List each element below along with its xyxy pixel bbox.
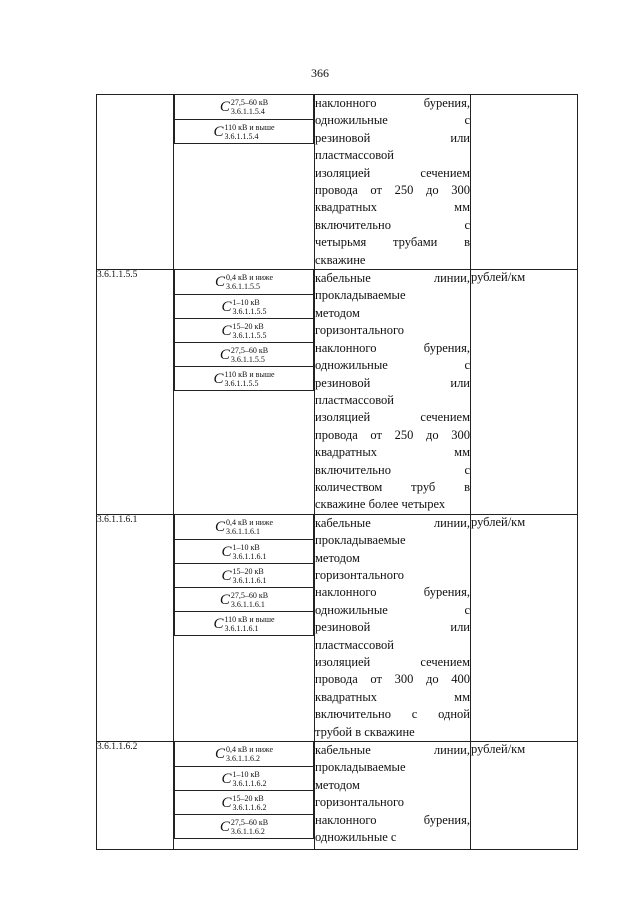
page-number: 366 [311, 66, 329, 80]
item-code: 3.6.1.1.5.5 [97, 270, 174, 515]
description-line: методом [315, 777, 360, 792]
formula-superscript: 1–10 кВ [232, 770, 260, 780]
formula-superscript: 27,5–60 кВ [230, 98, 269, 108]
description-line: трубой в скважине [315, 724, 415, 739]
formula-symbol [174, 294, 314, 319]
formula-subscript: 3.6.1.1.6.1 [232, 552, 267, 562]
formula-letter: C [219, 99, 230, 115]
formula-letter: C [214, 274, 225, 291]
description-line: одножильные с [315, 602, 470, 617]
formula-symbol [174, 742, 314, 767]
description-line: пластмассовой [315, 148, 394, 163]
description-line: количеством труб в [315, 479, 470, 494]
formula-superscript: 0,4 кВ и ниже [225, 273, 274, 283]
unit-cell: рублей/км [471, 514, 578, 741]
formula-letter: C [219, 591, 230, 608]
description-line: наклонного бурения, [315, 812, 470, 827]
formula-symbol [174, 766, 314, 791]
formula-subscript: 3.6.1.1.5.5 [230, 355, 265, 365]
formula-letter: C [221, 543, 232, 560]
formula-subscript: 3.6.1.1.5.4 [224, 132, 259, 142]
description-line: провода от 300 до 400 [315, 672, 470, 687]
description-line: провода от 250 до 300 [315, 183, 470, 198]
formula-subscript: 3.6.1.1.6.2 [232, 779, 267, 789]
formula-superscript: 110 кВ и выше [224, 123, 275, 133]
description-cell [315, 95, 471, 270]
rates-table [96, 94, 578, 850]
item-code: 3.6.1.1.6.1 [97, 514, 174, 741]
formula-subscript: 3.6.1.1.5.5 [224, 379, 259, 389]
formula-symbol [174, 95, 314, 120]
formula-symbol [174, 539, 314, 564]
formula-superscript: 27,5–60 кВ [230, 346, 269, 356]
description-line: кабельные линии, [315, 515, 470, 530]
formula-letter: C [221, 771, 232, 788]
description-line: квадратных мм [315, 200, 470, 215]
formula-subscript: 3.6.1.1.6.1 [224, 624, 259, 634]
formula-superscript: 15–20 кВ [232, 567, 264, 577]
formula-subscript: 3.6.1.1.5.5 [232, 331, 267, 341]
formula-subscript: 3.6.1.1.5.4 [230, 107, 265, 117]
description-cell [315, 742, 471, 850]
unit-cell: рублей/км [471, 742, 578, 850]
formula-subscript: 3.6.1.1.5.5 [225, 282, 260, 292]
formula-superscript: 27,5–60 кВ [230, 818, 269, 828]
description-line: методом [315, 550, 360, 565]
formula-subscript: 3.6.1.1.6.1 [232, 576, 267, 586]
item-code: 3.6.1.1.6.2 [97, 742, 174, 850]
formula-letter: C [214, 746, 225, 763]
unit-cell: рублей/км [471, 270, 578, 515]
description-line: прокладываемые [315, 760, 406, 775]
formula-symbol [174, 814, 314, 839]
description-line: пластмассовой [315, 392, 394, 407]
formula-symbol [174, 515, 314, 540]
formula-symbol [174, 342, 314, 367]
description-line: четырьмя трубами в [315, 235, 470, 250]
formula-letter: C [213, 371, 224, 388]
description-line: резиновой или [315, 620, 470, 635]
description-line: наклонного бурения, [315, 585, 470, 600]
description-line: кабельные линии, [315, 743, 470, 758]
table-row [97, 95, 578, 270]
formula-subscript: 3.6.1.1.6.1 [230, 600, 265, 610]
formula-cell [174, 95, 315, 270]
description-line: кабельные линии, [315, 271, 470, 286]
table-row [97, 742, 578, 850]
formula-superscript: 15–20 кВ [232, 794, 264, 804]
description-line: прокладываемые [315, 288, 406, 303]
formula-symbol [174, 318, 314, 343]
item-code [97, 95, 174, 270]
description-line: скважине [315, 252, 366, 267]
formula-cell [174, 742, 315, 850]
formula-symbol [174, 270, 314, 295]
formula-subscript: 3.6.1.1.6.2 [230, 827, 265, 837]
formula-superscript: 110 кВ и выше [224, 615, 275, 625]
description-cell [315, 270, 471, 515]
formula-superscript: 15–20 кВ [232, 322, 264, 332]
formula-letter: C [219, 819, 230, 836]
formula-superscript: 110 кВ и выше [224, 370, 275, 380]
formula-subscript: 3.6.1.1.5.5 [232, 307, 267, 317]
formula-superscript: 27,5–60 кВ [230, 591, 269, 601]
description-line: включительно с [315, 217, 470, 232]
formula-superscript: 1–10 кВ [232, 298, 260, 308]
formula-letter: C [213, 124, 224, 140]
description-line: квадратных мм [315, 445, 470, 460]
description-line: наклонного бурения, [315, 340, 470, 355]
description-line: скважине более четырех [315, 497, 446, 512]
formula-cell [174, 270, 315, 515]
description-line: прокладываемые [315, 533, 406, 548]
formula-symbol [174, 790, 314, 815]
formula-letter: C [221, 299, 232, 316]
formula-symbol [174, 611, 314, 636]
formula-superscript: 1–10 кВ [232, 543, 260, 553]
description-cell [315, 514, 471, 741]
formula-symbol [174, 563, 314, 588]
formula-subscript: 3.6.1.1.6.2 [225, 754, 260, 764]
description-line: включительно с [315, 462, 470, 477]
description-line: одножильные с [315, 113, 470, 128]
description-line: пластмассовой [315, 637, 394, 652]
description-line: резиновой или [315, 375, 470, 390]
description-line: горизонтального [315, 795, 405, 810]
formula-letter: C [221, 795, 232, 812]
formula-letter: C [214, 518, 225, 535]
description-line: провода от 250 до 300 [315, 427, 470, 442]
description-line: одножильные с [315, 358, 470, 373]
formula-symbol [174, 587, 314, 612]
description-line: одножильные с [315, 830, 397, 845]
description-line: методом [315, 305, 360, 320]
formula-letter: C [221, 323, 232, 340]
unit-cell [471, 95, 578, 270]
description-line: горизонтального [315, 567, 405, 582]
table-row [97, 514, 578, 741]
description-line: резиновой или [315, 130, 470, 145]
description-line: горизонтального [315, 323, 405, 338]
description-line: изоляцией сечением [315, 655, 470, 669]
formula-superscript: 0,4 кВ и ниже [225, 518, 274, 528]
formula-superscript: 0,4 кВ и ниже [225, 745, 274, 755]
formula-letter: C [221, 567, 232, 584]
table-row [97, 270, 578, 515]
formula-cell [174, 514, 315, 741]
description-line: изоляцией сечением [315, 165, 470, 180]
description-line: изоляцией сечением [315, 410, 470, 425]
formula-symbol [174, 366, 314, 391]
description-line: наклонного бурения, [315, 96, 470, 110]
formula-symbol [174, 119, 314, 144]
description-line: квадратных мм [315, 689, 470, 704]
formula-letter: C [213, 615, 224, 632]
description-line: включительно с одной [315, 707, 470, 722]
formula-subscript: 3.6.1.1.6.2 [232, 803, 267, 813]
formula-letter: C [219, 347, 230, 364]
formula-subscript: 3.6.1.1.6.1 [225, 527, 260, 537]
